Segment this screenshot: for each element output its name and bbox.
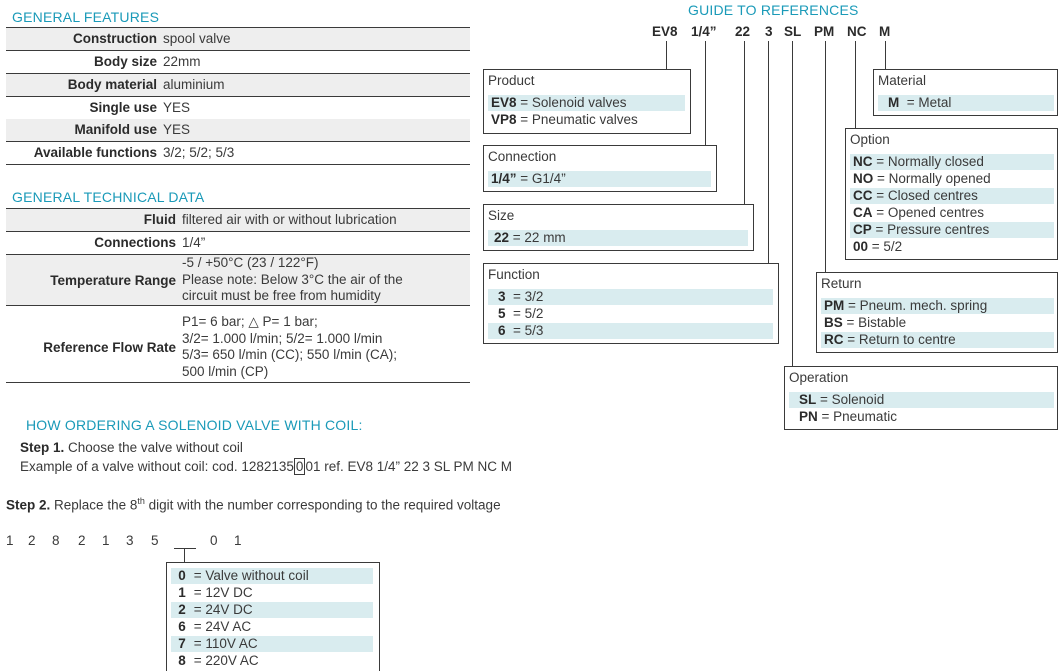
voltage-label: 220V AC: [205, 653, 259, 668]
general-features-title: GENERAL FEATURES: [12, 9, 160, 25]
tech-value: [182, 255, 470, 305]
step-1-text: Choose the valve without coil: [68, 440, 243, 455]
connector-operation: [792, 41, 793, 367]
feature-row-manifold-use: [6, 119, 470, 142]
product-box-title: Product: [488, 73, 535, 88]
product-box: [483, 69, 691, 134]
voltage-code: 6: [178, 619, 186, 634]
connection-box-title: Connection: [488, 149, 557, 164]
size-item: 22 = 22 mm: [488, 230, 748, 246]
return-item: RC = Return to centre: [821, 332, 1054, 348]
item-code: RC: [824, 332, 844, 347]
temperature-line-1: -5 / +50°C (23 / 122°F): [182, 255, 319, 271]
item-code: 00: [853, 239, 869, 254]
feature-value: aluminium: [163, 77, 225, 92]
item-label: 5/2: [524, 306, 544, 321]
connector-function: [768, 41, 769, 264]
voltage-item: 6 = 24V AC: [171, 619, 373, 635]
tech-row-connections: [6, 232, 470, 255]
function-item: 3 = 3/2: [488, 289, 773, 305]
step-1-label: Step 1.: [20, 440, 65, 455]
temperature-line-3: circuit must be free from humidity: [182, 288, 381, 304]
item-label: 22 mm: [524, 230, 566, 245]
item-label: 5/2: [883, 239, 903, 254]
product-item: VP8 = Pneumatic valves: [491, 112, 638, 127]
tech-label: Fluid: [143, 212, 176, 227]
item-code: 22: [494, 230, 510, 245]
connection-item: 1/4” = G1/4”: [488, 171, 711, 187]
item-label: 5/3: [524, 323, 544, 338]
code-connector-line: [184, 548, 185, 562]
operation-item: SL = Solenoid: [789, 392, 1054, 408]
feature-row-available-functions: [6, 142, 470, 165]
code-digit: 5: [151, 533, 159, 548]
item-label: G1/4”: [531, 171, 566, 186]
ref-code-function: 3: [765, 24, 773, 39]
item-code: EV8: [491, 95, 517, 110]
voltage-label: 24V DC: [205, 602, 253, 617]
tech-row-fluid: [6, 209, 470, 232]
voltage-item: 1 = 12V DC: [171, 585, 373, 601]
example-line: [20, 459, 512, 474]
tech-row-temperature: [6, 255, 470, 306]
flow-line-3: 5/3= 650 l/min (CC); 550 l/min (CA);: [182, 347, 397, 362]
voltage-item: 2 = 24V DC: [171, 602, 373, 618]
item-label: Bistable: [858, 315, 907, 330]
connector-size: [744, 41, 745, 205]
tech-value: filtered air with or without lubrication: [182, 212, 397, 227]
size-box-title: Size: [488, 208, 515, 223]
code-digit: 1: [102, 533, 110, 548]
feature-row-body-size: [6, 51, 470, 74]
option-item: CA = Opened centres: [853, 205, 984, 220]
voltage-code: 7: [178, 636, 186, 651]
item-code: 3: [498, 289, 506, 304]
item-label: Pressure centres: [887, 222, 990, 237]
feature-value: YES: [163, 100, 191, 115]
item-code: SL: [799, 392, 817, 407]
voltage-code: 0: [178, 568, 186, 583]
function-box: [483, 263, 779, 344]
code-digit: 0: [210, 533, 218, 548]
ordering-title: HOW ORDERING A SOLENOID VALVE WITH COIL:: [26, 417, 363, 433]
example-prefix: Example of a valve without coil: cod. 1282135: [20, 459, 294, 474]
item-code: CA: [853, 205, 873, 220]
item-code: 6: [498, 323, 506, 338]
item-label: Pneum. mech. spring: [859, 298, 988, 313]
tech-value: 1/4”: [182, 235, 206, 250]
feature-row-single-use: [6, 97, 470, 120]
ref-code-return: PM: [814, 24, 835, 39]
voltage-code: 1: [178, 585, 186, 600]
item-code: 5: [498, 306, 506, 321]
ref-code-operation: SL: [784, 24, 802, 39]
voltage-label: 24V AC: [205, 619, 252, 634]
item-code: PN: [799, 409, 818, 424]
flow-line-2: 3/2= 1.000 l/min; 5/2= 1.000 l/min: [182, 330, 383, 346]
operation-box: [784, 366, 1058, 430]
ref-code-option: NC: [847, 24, 867, 39]
item-label: Opened centres: [887, 205, 984, 220]
item-label: Normally closed: [887, 154, 984, 169]
return-item: BS = Bistable: [824, 315, 907, 330]
voltage-table: [166, 562, 380, 671]
connector-product: [666, 41, 667, 70]
item-code: NO: [853, 171, 874, 186]
code-digit: 8: [52, 533, 60, 548]
return-item: PM = Pneum. mech. spring: [821, 298, 1054, 314]
option-item: CC = Closed centres: [850, 188, 1054, 204]
item-code: CP: [853, 222, 872, 237]
code-digit: 2: [78, 533, 86, 548]
ref-code-size: 22: [735, 24, 751, 39]
item-label: Metal: [918, 95, 952, 110]
feature-value: YES: [163, 122, 191, 137]
item-label: Pneumatic: [833, 409, 897, 424]
product-item: EV8 = Solenoid valves: [488, 95, 685, 111]
item-label: Return to centre: [858, 332, 956, 347]
connector-return: [825, 41, 826, 272]
voltage-label: Valve without coil: [205, 568, 309, 583]
size-box: [483, 204, 754, 251]
tech-row-flow-rate: [6, 312, 470, 383]
connector-option: [855, 41, 856, 129]
feature-label: Available functions: [33, 145, 157, 160]
connector-material: [885, 41, 886, 70]
item-code: NC: [853, 154, 873, 169]
item-label: Normally opened: [888, 171, 991, 186]
item-code: PM: [824, 298, 845, 313]
step-2-line: [6, 496, 501, 513]
operation-item: PN = Pneumatic: [799, 409, 897, 424]
connector-connection: [705, 41, 706, 145]
ref-code-material: M: [879, 24, 891, 39]
code-digit: 2: [28, 533, 36, 548]
feature-label: Manifold use: [74, 122, 157, 137]
code-digit: 1: [234, 533, 242, 548]
flow-line-1: P1= 6 bar; △ P= 1 bar;: [182, 314, 318, 329]
voltage-item: 8 = 220V AC: [171, 653, 373, 669]
step-1-line: [20, 440, 243, 455]
option-item: CP = Pressure centres: [850, 222, 1054, 238]
option-item: 00 = 5/2: [853, 239, 903, 254]
feature-label: Body size: [93, 54, 157, 69]
tech-label: Temperature Range: [50, 272, 176, 288]
item-code: 1/4”: [491, 171, 517, 186]
voltage-item: 7 = 110V AC: [171, 636, 373, 652]
technical-data-title: GENERAL TECHNICAL DATA: [12, 189, 205, 205]
function-box-title: Function: [488, 267, 540, 282]
item-label: 3/2: [524, 289, 544, 304]
connection-box: [483, 145, 717, 192]
step-2-text-b: digit with the number corresponding to the required voltage: [144, 497, 501, 513]
code-digit: 3: [126, 533, 134, 548]
item-label: Pneumatic valves: [531, 112, 638, 127]
feature-value: 3/2; 5/2; 5/3: [163, 145, 235, 160]
return-box-title: Return: [821, 276, 862, 291]
feature-label: Construction: [73, 31, 157, 46]
item-code: VP8: [491, 112, 517, 127]
option-box-title: Option: [850, 132, 890, 147]
tech-label: Reference Flow Rate: [43, 339, 176, 355]
guide-title: GUIDE TO REFERENCES: [688, 2, 859, 18]
temperature-line-2: Please note: Below 3°C the air of the: [182, 271, 403, 287]
feature-label: Body material: [67, 77, 157, 92]
step-2-text-a: Replace the 8: [54, 497, 138, 513]
voltage-label: 110V AC: [205, 636, 258, 651]
option-item: NO = Normally opened: [853, 171, 991, 186]
item-label: Solenoid: [831, 392, 885, 407]
tech-label: Connections: [94, 235, 176, 250]
code-blank-underline: [174, 548, 196, 549]
feature-label: Single use: [89, 100, 157, 115]
material-item: M = Metal: [878, 95, 1054, 111]
step-2-label: Step 2.: [6, 497, 51, 513]
voltage-label: 12V DC: [205, 585, 253, 600]
material-box: [873, 69, 1058, 116]
function-item: 5 = 5/2: [498, 306, 544, 321]
feature-value: spool valve: [163, 31, 231, 46]
option-box: [845, 128, 1058, 260]
feature-value: 22mm: [163, 54, 201, 69]
ref-code-product: EV8: [652, 24, 678, 39]
return-box: [816, 272, 1058, 353]
tech-value: [182, 314, 470, 380]
example-highlight-digit: 0: [295, 459, 304, 474]
operation-box-title: Operation: [789, 370, 849, 385]
voltage-item: 0 = Valve without coil: [171, 568, 373, 584]
feature-row-construction: [6, 28, 470, 51]
ref-code-connection: 1/4”: [691, 24, 717, 39]
voltage-code: 2: [178, 602, 186, 617]
item-label: Solenoid valves: [531, 95, 627, 110]
material-box-title: Material: [878, 73, 927, 88]
flow-line-4: 500 l/min (CP): [182, 363, 269, 379]
example-suffix: 01 ref. EV8 1/4” 22 3 SL PM NC M: [305, 459, 513, 474]
item-code: BS: [824, 315, 843, 330]
step-2-superscript: th: [137, 496, 145, 506]
feature-row-body-material: [6, 74, 470, 97]
function-item: 6 = 5/3: [488, 323, 773, 339]
voltage-code: 8: [178, 653, 186, 668]
option-item: NC = Normally closed: [850, 154, 1054, 170]
code-digit: 1: [6, 533, 14, 548]
item-code: CC: [853, 188, 873, 203]
item-code: M: [888, 95, 900, 110]
item-label: Closed centres: [887, 188, 978, 203]
